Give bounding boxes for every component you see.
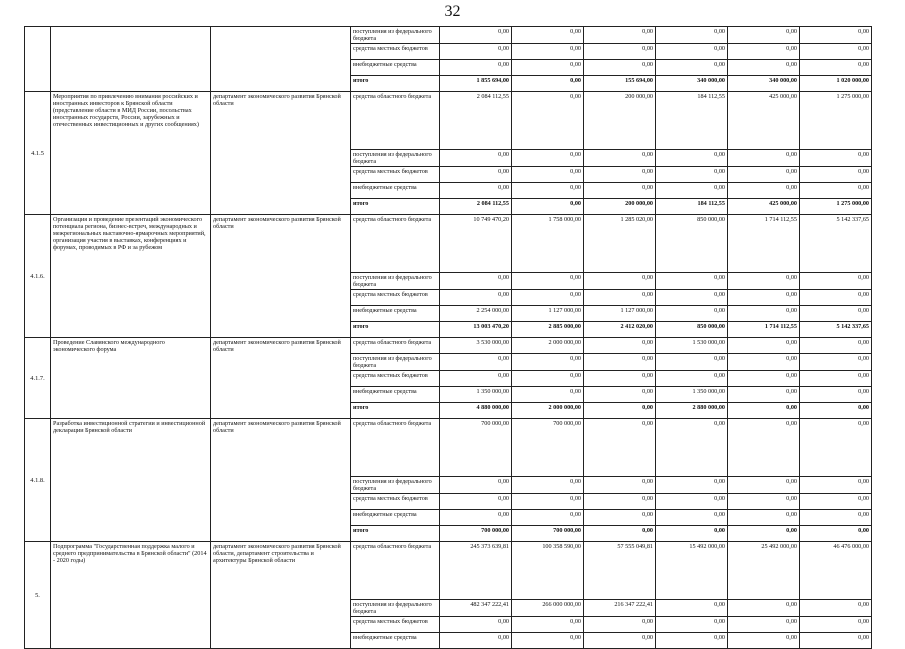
amount-cell: 0,00 (728, 44, 800, 60)
amount-cell: 1 350 000,00 (656, 387, 728, 403)
activity-name (51, 27, 211, 92)
amount-cell: 1 127 000,00 (584, 306, 656, 322)
activity-code: 4.1.7. (25, 338, 51, 419)
amount-cell: 0,00 (512, 273, 584, 290)
amount-cell: 0,00 (440, 354, 512, 371)
amount-cell: 0,00 (584, 526, 656, 542)
funding-source: средства областного бюджета (351, 215, 440, 273)
amount-cell: 0,00 (728, 477, 800, 494)
amount-cell: 340 000,00 (728, 76, 800, 92)
amount-cell: 155 694,00 (584, 76, 656, 92)
executor-cell: департамент экономического развития Брянской области (211, 92, 351, 215)
funding-source: итого (351, 322, 440, 338)
amount-cell: 216 347 222,41 (584, 600, 656, 617)
amount-cell: 700 000,00 (512, 526, 584, 542)
amount-cell: 700 000,00 (512, 419, 584, 477)
amount-cell: 0,00 (584, 371, 656, 387)
amount-cell: 0,00 (512, 354, 584, 371)
amount-cell: 1 275 000,00 (800, 92, 872, 150)
amount-cell: 10 749 470,20 (440, 215, 512, 273)
funding-source: внебюджетные средства (351, 387, 440, 403)
amount-cell: 0,00 (584, 150, 656, 167)
amount-cell: 2 084 112,55 (440, 92, 512, 150)
activity-code: 4.1.6. (25, 215, 51, 338)
amount-cell: 0,00 (656, 600, 728, 617)
amount-cell: 0,00 (800, 617, 872, 633)
amount-cell: 0,00 (512, 617, 584, 633)
funding-source: средства местных бюджетов (351, 44, 440, 60)
amount-cell: 0,00 (800, 183, 872, 199)
amount-cell: 0,00 (728, 633, 800, 649)
amount-cell: 0,00 (728, 617, 800, 633)
amount-cell: 0,00 (728, 290, 800, 306)
funding-source: поступления из федерального бюджета (351, 150, 440, 167)
amount-cell: 0,00 (800, 354, 872, 371)
amount-cell: 0,00 (656, 617, 728, 633)
amount-cell: 0,00 (584, 419, 656, 477)
amount-cell: 0,00 (512, 371, 584, 387)
amount-cell: 0,00 (728, 338, 800, 354)
activity-name: Проведение Славянского международного экономического форума (51, 338, 211, 419)
funding-source: поступления из федерального бюджета (351, 477, 440, 494)
activity-name: Мероприятия по привлечению внимания российских и иностранных инвесторов к Брянской области (представление области в МИД России, посольствах иностранных государств, России, зарубежных и отечественных инвестиционных и других сообщениях) (51, 92, 211, 215)
amount-cell: 0,00 (512, 290, 584, 306)
amount-cell: 0,00 (728, 306, 800, 322)
table-row (25, 542, 872, 600)
amount-cell: 0,00 (728, 273, 800, 290)
amount-cell: 0,00 (512, 477, 584, 494)
amount-cell: 0,00 (584, 633, 656, 649)
amount-cell: 0,00 (656, 526, 728, 542)
amount-cell: 0,00 (800, 44, 872, 60)
amount-cell: 13 003 470,20 (440, 322, 512, 338)
activity-name: Организация и проведение презентаций экономического потенциала региона, бизнес-встреч, международных и межрегиональных выставочно-ярмарочных мероприятий, организация участия в выставках, конференциях и форумах, проводимых в РФ и за рубежом (51, 215, 211, 338)
amount-cell: 0,00 (800, 403, 872, 419)
amount-cell: 0,00 (800, 167, 872, 183)
funding-source: поступления из федерального бюджета (351, 27, 440, 44)
amount-cell: 0,00 (584, 338, 656, 354)
executor-cell: департамент экономического развития Брянской области, департамент строительства и архитектуры Брянской области (211, 542, 351, 649)
amount-cell: 0,00 (512, 633, 584, 649)
budget-table (24, 26, 872, 649)
amount-cell: 0,00 (584, 403, 656, 419)
amount-cell: 0,00 (800, 633, 872, 649)
amount-cell: 2 000 000,00 (512, 403, 584, 419)
amount-cell: 0,00 (440, 477, 512, 494)
amount-cell: 0,00 (512, 60, 584, 76)
funding-source: средства местных бюджетов (351, 371, 440, 387)
amount-cell: 482 347 222,41 (440, 600, 512, 617)
amount-cell: 2 885 000,00 (512, 322, 584, 338)
amount-cell: 0,00 (440, 44, 512, 60)
amount-cell: 850 000,00 (656, 322, 728, 338)
amount-cell: 0,00 (512, 44, 584, 60)
amount-cell: 0,00 (728, 510, 800, 526)
amount-cell: 1 530 000,00 (656, 338, 728, 354)
amount-cell: 0,00 (440, 371, 512, 387)
activity-name: Разработка инвестиционной стратегии и инвестиционной декларации Брянской области (51, 419, 211, 542)
amount-cell: 340 000,00 (656, 76, 728, 92)
amount-cell: 1 020 000,00 (800, 76, 872, 92)
amount-cell: 2 000 000,00 (512, 338, 584, 354)
amount-cell: 0,00 (440, 494, 512, 510)
amount-cell: 0,00 (440, 60, 512, 76)
activity-name: Подпрограмма "Государственная поддержка малого и среднего предпринимательства в Брянской области" (2014 - 2020 годы) (51, 542, 211, 649)
amount-cell: 0,00 (728, 419, 800, 477)
amount-cell: 4 880 000,00 (440, 403, 512, 419)
amount-cell: 0,00 (440, 290, 512, 306)
amount-cell: 425 000,00 (728, 199, 800, 215)
amount-cell: 0,00 (512, 92, 584, 150)
funding-source: внебюджетные средства (351, 183, 440, 199)
executor-cell (211, 27, 351, 92)
executor-cell: департамент экономического развития Брянской области (211, 215, 351, 338)
amount-cell: 0,00 (440, 273, 512, 290)
amount-cell: 0,00 (584, 290, 656, 306)
funding-source: средства местных бюджетов (351, 494, 440, 510)
table-row (25, 27, 872, 44)
funding-source: итого (351, 526, 440, 542)
amount-cell: 2 412 020,00 (584, 322, 656, 338)
amount-cell: 0,00 (728, 183, 800, 199)
amount-cell: 0,00 (728, 371, 800, 387)
amount-cell: 0,00 (584, 60, 656, 76)
amount-cell: 0,00 (440, 633, 512, 649)
amount-cell: 0,00 (656, 183, 728, 199)
amount-cell: 0,00 (440, 167, 512, 183)
amount-cell: 0,00 (512, 150, 584, 167)
amount-cell: 0,00 (584, 510, 656, 526)
amount-cell: 1 758 000,00 (512, 215, 584, 273)
amount-cell: 0,00 (440, 150, 512, 167)
amount-cell: 2 880 000,00 (656, 403, 728, 419)
amount-cell: 0,00 (800, 371, 872, 387)
amount-cell: 3 530 000,00 (440, 338, 512, 354)
amount-cell: 0,00 (584, 617, 656, 633)
amount-cell: 0,00 (512, 183, 584, 199)
table-row (25, 338, 872, 354)
amount-cell: 0,00 (656, 27, 728, 44)
amount-cell: 1 855 694,00 (440, 76, 512, 92)
amount-cell: 0,00 (584, 477, 656, 494)
funding-source: итого (351, 403, 440, 419)
amount-cell: 0,00 (656, 167, 728, 183)
amount-cell: 0,00 (728, 150, 800, 167)
funding-source: поступления из федерального бюджета (351, 273, 440, 290)
amount-cell: 25 492 000,00 (728, 542, 800, 600)
amount-cell: 0,00 (584, 273, 656, 290)
amount-cell: 0,00 (440, 27, 512, 44)
amount-cell: 0,00 (656, 371, 728, 387)
amount-cell: 0,00 (512, 167, 584, 183)
amount-cell: 0,00 (584, 183, 656, 199)
amount-cell: 0,00 (800, 306, 872, 322)
amount-cell: 0,00 (800, 150, 872, 167)
amount-cell: 0,00 (800, 273, 872, 290)
amount-cell: 0,00 (800, 419, 872, 477)
funding-source: внебюджетные средства (351, 306, 440, 322)
amount-cell: 0,00 (512, 199, 584, 215)
amount-cell: 0,00 (728, 494, 800, 510)
amount-cell: 0,00 (512, 76, 584, 92)
amount-cell: 0,00 (728, 526, 800, 542)
amount-cell: 1 285 020,00 (584, 215, 656, 273)
funding-source: средства областного бюджета (351, 92, 440, 150)
amount-cell: 700 000,00 (440, 419, 512, 477)
amount-cell: 2 084 112,55 (440, 199, 512, 215)
amount-cell: 0,00 (800, 290, 872, 306)
executor-cell: департамент экономического развития Брянской области (211, 419, 351, 542)
amount-cell: 0,00 (440, 183, 512, 199)
amount-cell: 0,00 (656, 306, 728, 322)
amount-cell: 5 142 337,65 (800, 215, 872, 273)
activity-code (25, 27, 51, 92)
amount-cell: 0,00 (584, 387, 656, 403)
amount-cell: 0,00 (800, 526, 872, 542)
amount-cell: 0,00 (656, 273, 728, 290)
amount-cell: 0,00 (728, 387, 800, 403)
funding-source: средства областного бюджета (351, 542, 440, 600)
amount-cell: 57 555 049,81 (584, 542, 656, 600)
amount-cell: 0,00 (656, 494, 728, 510)
amount-cell: 0,00 (800, 60, 872, 76)
funding-source: средства областного бюджета (351, 419, 440, 477)
amount-cell: 0,00 (440, 617, 512, 633)
funding-source: внебюджетные средства (351, 633, 440, 649)
amount-cell: 0,00 (584, 27, 656, 44)
table-row (25, 92, 872, 150)
amount-cell: 0,00 (584, 167, 656, 183)
amount-cell: 1 714 112,55 (728, 215, 800, 273)
amount-cell: 0,00 (656, 150, 728, 167)
amount-cell: 15 492 000,00 (656, 542, 728, 600)
amount-cell: 2 254 000,00 (440, 306, 512, 322)
amount-cell: 0,00 (728, 354, 800, 371)
amount-cell: 46 476 000,00 (800, 542, 872, 600)
amount-cell: 0,00 (656, 354, 728, 371)
amount-cell: 245 373 639,81 (440, 542, 512, 600)
amount-cell: 0,00 (656, 477, 728, 494)
activity-code: 4.1.5 (25, 92, 51, 215)
table-row (25, 215, 872, 273)
executor-cell: департамент экономического развития Брянской области (211, 338, 351, 419)
funding-source: итого (351, 199, 440, 215)
amount-cell: 0,00 (512, 387, 584, 403)
amount-cell: 266 000 000,00 (512, 600, 584, 617)
page-number: 32 (444, 3, 461, 20)
amount-cell: 0,00 (800, 600, 872, 617)
funding-source: поступления из федерального бюджета (351, 600, 440, 617)
amount-cell: 1 714 112,55 (728, 322, 800, 338)
amount-cell: 1 350 000,00 (440, 387, 512, 403)
amount-cell: 0,00 (800, 494, 872, 510)
amount-cell: 0,00 (512, 27, 584, 44)
amount-cell: 0,00 (728, 167, 800, 183)
amount-cell: 0,00 (800, 477, 872, 494)
amount-cell: 0,00 (728, 403, 800, 419)
amount-cell: 184 112,55 (656, 199, 728, 215)
amount-cell: 0,00 (512, 510, 584, 526)
amount-cell: 425 000,00 (728, 92, 800, 150)
amount-cell: 0,00 (584, 494, 656, 510)
funding-source: поступления из федерального бюджета (351, 354, 440, 371)
activity-code: 5. (25, 542, 51, 649)
amount-cell: 5 142 337,65 (800, 322, 872, 338)
funding-source: итого (351, 76, 440, 92)
amount-cell: 0,00 (584, 354, 656, 371)
amount-cell: 850 000,00 (656, 215, 728, 273)
amount-cell: 0,00 (800, 510, 872, 526)
activity-code: 4.1.8. (25, 419, 51, 542)
amount-cell: 0,00 (800, 27, 872, 44)
amount-cell: 0,00 (800, 387, 872, 403)
amount-cell: 0,00 (656, 60, 728, 76)
amount-cell: 700 000,00 (440, 526, 512, 542)
funding-source: средства местных бюджетов (351, 167, 440, 183)
funding-source: внебюджетные средства (351, 60, 440, 76)
funding-source: средства местных бюджетов (351, 617, 440, 633)
amount-cell: 0,00 (584, 44, 656, 60)
amount-cell: 0,00 (800, 338, 872, 354)
amount-cell: 184 112,55 (656, 92, 728, 150)
amount-cell: 100 358 590,00 (512, 542, 584, 600)
amount-cell: 0,00 (512, 494, 584, 510)
amount-cell: 0,00 (656, 419, 728, 477)
funding-source: средства областного бюджета (351, 338, 440, 354)
amount-cell: 0,00 (656, 633, 728, 649)
amount-cell: 0,00 (656, 510, 728, 526)
amount-cell: 200 000,00 (584, 199, 656, 215)
amount-cell: 1 127 000,00 (512, 306, 584, 322)
amount-cell: 0,00 (728, 600, 800, 617)
amount-cell: 0,00 (440, 510, 512, 526)
funding-source: средства местных бюджетов (351, 290, 440, 306)
amount-cell: 0,00 (656, 44, 728, 60)
table-row (25, 419, 872, 477)
amount-cell: 0,00 (728, 60, 800, 76)
amount-cell: 1 275 000,00 (800, 199, 872, 215)
amount-cell: 200 000,00 (584, 92, 656, 150)
funding-source: внебюджетные средства (351, 510, 440, 526)
amount-cell: 0,00 (728, 27, 800, 44)
amount-cell: 0,00 (656, 290, 728, 306)
